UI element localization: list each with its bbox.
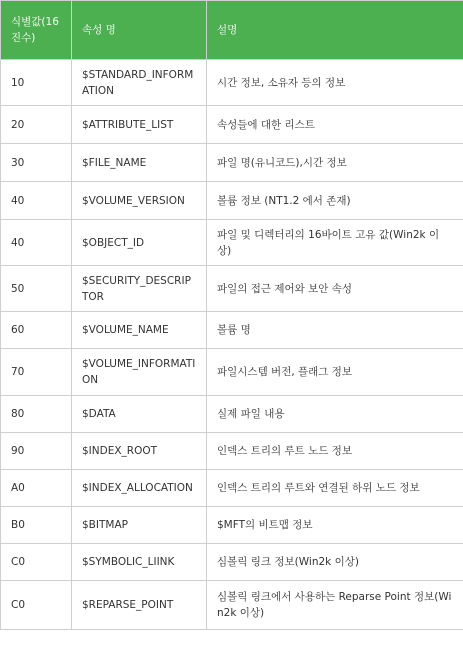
table-row bbox=[1, 507, 463, 544]
table-row bbox=[1, 433, 463, 470]
cell-desc: 인덱스 트리의 루트와 연결된 하위 노드 정보 bbox=[207, 470, 463, 507]
cell-name: $INDEX_ROOT bbox=[72, 433, 207, 470]
cell-name: $INDEX_ALLOCATION bbox=[72, 470, 207, 507]
cell-desc: 파일 및 디렉터리의 16바이트 고유 값(Win2k 이상) bbox=[207, 220, 463, 266]
table-row bbox=[1, 581, 463, 630]
table-row bbox=[1, 144, 463, 182]
cell-name: $OBJECT_ID bbox=[72, 220, 207, 266]
cell-id: B0 bbox=[1, 507, 72, 544]
header-name: 속성 명 bbox=[72, 1, 207, 60]
cell-name: $VOLUME_INFORMATION bbox=[72, 349, 207, 396]
cell-name: $VOLUME_VERSION bbox=[72, 182, 207, 220]
cell-desc: 파일의 접근 제어와 보안 속성 bbox=[207, 266, 463, 312]
cell-id: 10 bbox=[1, 60, 72, 106]
header-row bbox=[1, 1, 463, 60]
cell-desc: 심볼릭 링크 정보(Win2k 이상) bbox=[207, 544, 463, 581]
cell-id: 90 bbox=[1, 433, 72, 470]
cell-name: $STANDARD_INFORMATION bbox=[72, 60, 207, 106]
table-body bbox=[1, 60, 463, 630]
cell-desc: 심볼릭 링크에서 사용하는 Reparse Point 정보(Win2k 이상) bbox=[207, 581, 463, 630]
cell-desc: 시간 정보, 소유자 등의 정보 bbox=[207, 60, 463, 106]
header-desc: 설명 bbox=[207, 1, 463, 60]
cell-name: $SYMBOLIC_LIINK bbox=[72, 544, 207, 581]
table-header bbox=[1, 1, 463, 60]
cell-desc: 파일시스템 버전, 플래그 정보 bbox=[207, 349, 463, 396]
cell-name: $DATA bbox=[72, 396, 207, 433]
cell-name: $ATTRIBUTE_LIST bbox=[72, 106, 207, 144]
table-row bbox=[1, 349, 463, 396]
cell-desc: 인덱스 트리의 루트 노드 정보 bbox=[207, 433, 463, 470]
cell-id: 50 bbox=[1, 266, 72, 312]
table-row bbox=[1, 312, 463, 349]
cell-name: $BITMAP bbox=[72, 507, 207, 544]
cell-id: 40 bbox=[1, 182, 72, 220]
table-row bbox=[1, 544, 463, 581]
table-row bbox=[1, 182, 463, 220]
cell-desc: $MFT의 비트맵 정보 bbox=[207, 507, 463, 544]
cell-id: C0 bbox=[1, 544, 72, 581]
table-row bbox=[1, 106, 463, 144]
table-row bbox=[1, 396, 463, 433]
table-row bbox=[1, 220, 463, 266]
cell-id: A0 bbox=[1, 470, 72, 507]
cell-id: C0 bbox=[1, 581, 72, 630]
cell-id: 60 bbox=[1, 312, 72, 349]
cell-desc: 속성들에 대한 리스트 bbox=[207, 106, 463, 144]
cell-desc: 볼륨 명 bbox=[207, 312, 463, 349]
cell-name: $VOLUME_NAME bbox=[72, 312, 207, 349]
cell-name: $FILE_NAME bbox=[72, 144, 207, 182]
cell-id: 20 bbox=[1, 106, 72, 144]
cell-name: $SECURITY_DESCRIPTOR bbox=[72, 266, 207, 312]
cell-desc: 실제 파일 내용 bbox=[207, 396, 463, 433]
table-row bbox=[1, 470, 463, 507]
header-id: 식별값(16진수) bbox=[1, 1, 72, 60]
cell-desc: 파일 명(유니코드),시간 정보 bbox=[207, 144, 463, 182]
cell-desc: 볼륨 정보 (NT1.2 에서 존재) bbox=[207, 182, 463, 220]
table-row bbox=[1, 60, 463, 106]
cell-id: 70 bbox=[1, 349, 72, 396]
cell-id: 30 bbox=[1, 144, 72, 182]
cell-id: 80 bbox=[1, 396, 72, 433]
cell-id: 40 bbox=[1, 220, 72, 266]
table-row bbox=[1, 266, 463, 312]
cell-name: $REPARSE_POINT bbox=[72, 581, 207, 630]
